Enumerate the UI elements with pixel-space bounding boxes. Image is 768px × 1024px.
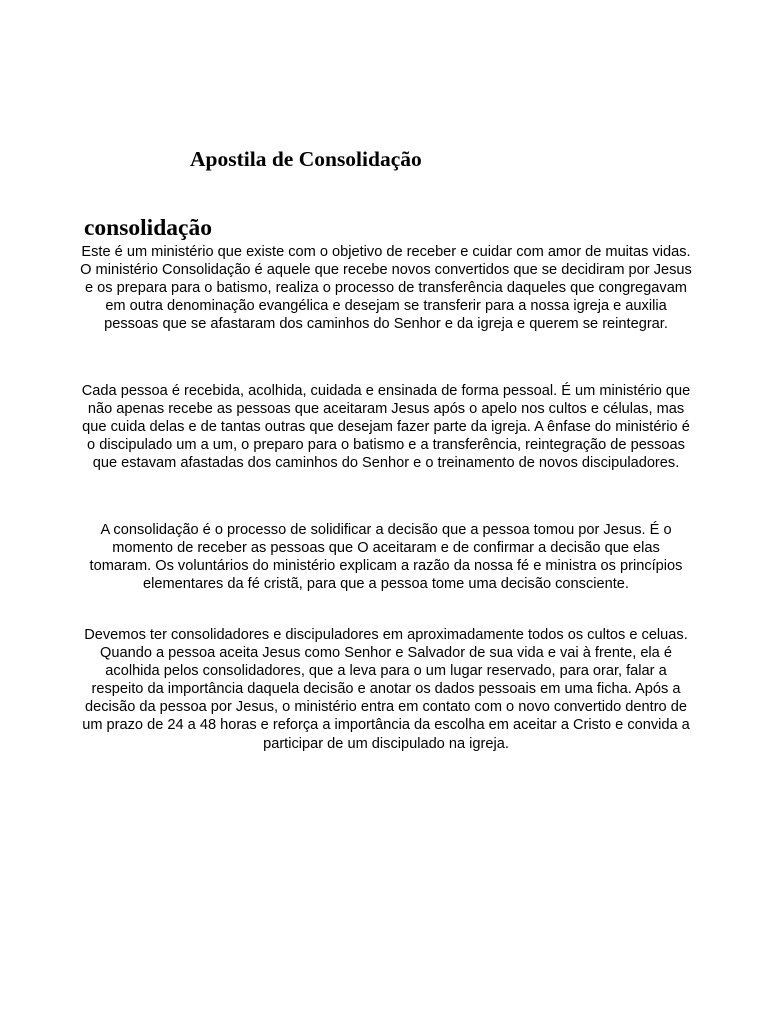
paragraph-3: A consolidação é o processo de solidificar a decisão que a pessoa tomou por Jesus. É o momento de receber as pessoas que O aceitaram e de confirmar a decisão que elas tomaram. Os voluntários do ministério explicam a razão da nossa fé e ministra os princípios elementares da fé cristã, para que a pessoa tome uma decisão consciente. (89, 522, 683, 593)
section-heading: consolidação (84, 215, 212, 241)
document-title: Apostila de Consolidação (190, 147, 422, 171)
paragraph-2: Cada pessoa é recebida, acolhida, cuidada e ensinada de forma pessoal. É um ministério que não apenas recebe as pessoas que aceitaram Jesus após o apelo nos cultos e células, mas que cuida delas e de tantas outras que desejam fazer parte da igreja. A ênfase do ministério é o discipulado um a um, o preparo para o batismo e a transferência, reintegração de pessoas que estavam afastadas dos caminhos do Senhor e o treinamento de novos discipuladores. (81, 383, 691, 472)
paragraph-1: Este é um ministério que existe com o objetivo de receber e cuidar com amor de muitas vidas. O ministério Consolidação é aquele que recebe novos convertidos que se decidiram por Jesus e os prepara para o batismo, realiza o processo de transferência daqueles que congregavam em outra denominação evangélica e desejam se transferir para a nossa igreja e auxilia pessoas que se afastaram dos caminhos do Senhor e da igreja e querem se reintegrar. (80, 244, 692, 333)
paragraph-4: Devemos ter consolidadores e discipuladores em aproximadamente todos os cultos e celuas. Quando a pessoa aceita Jesus como Senhor e Salvador de sua vida e vai à frente, ela é acolhida pelos consolidadores, que a leva para o um lugar reservado, para orar, falar a respeito da importância daquela decisão e anotar os dados pessoais em uma ficha. Após a decisão da pessoa por Jesus, o ministério entra em contato com o novo convertido dentro de um prazo de 24 a 48 horas e reforça a importância da escolha em aceitar a Cristo e convida a participar de um discipulado na igreja. (82, 627, 690, 752)
